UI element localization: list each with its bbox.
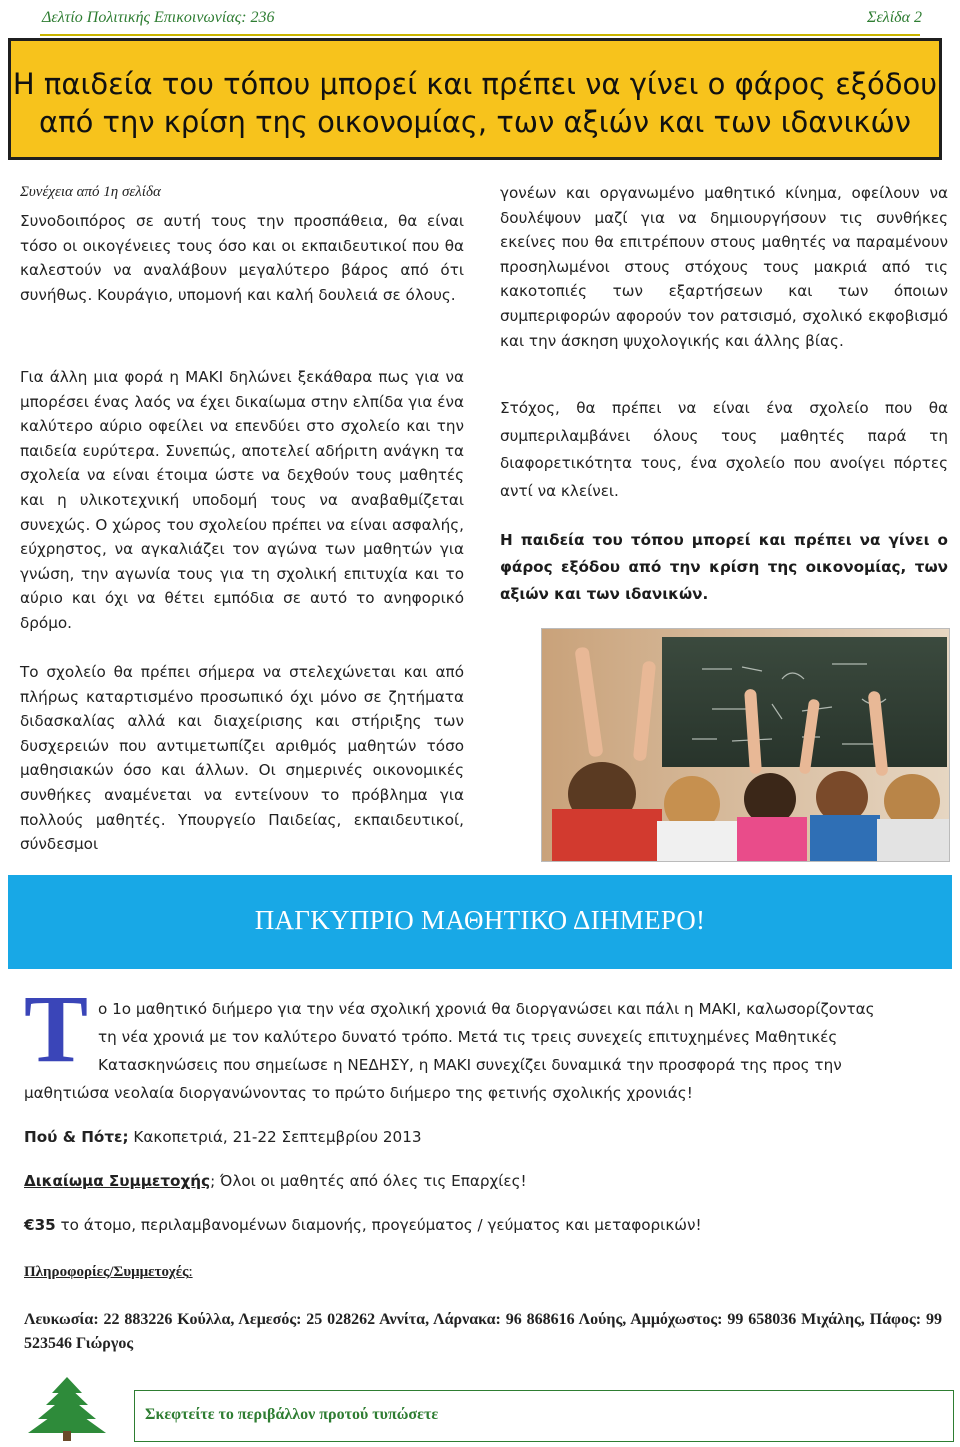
article-title	[11, 65, 939, 141]
page-number: Σελίδα 2	[866, 9, 922, 26]
continued-note: Συνέχεια από 1η σελίδα	[20, 184, 161, 200]
event-lead-line-3: Κατασκηνώσεις που σημείωσε η ΝΕΔΗΣΥ, η ΜΑΚΙ συνεχίζει δυναμικά την προσφορά της προς την	[98, 1056, 842, 1074]
event-cost	[24, 1216, 702, 1234]
event-eligibility-value: ; Όλοι οι μαθητές από όλες τις Επαρχίες!	[210, 1172, 527, 1190]
event-eligibility	[24, 1172, 527, 1190]
contacts-heading	[24, 1264, 193, 1281]
event-when-value: Κακοπετριά, 21-22 Σεπτεμβρίου 2013	[128, 1128, 422, 1146]
event-eligibility-label: Δικαίωμα Συμμετοχής	[24, 1172, 211, 1190]
paragraph-3-text: Το σχολείο θα πρέπει σήμερα να στελεχώνεται και από πλήρως καταρτισμένο προσωπικό όχι μόνο σε ζητήματα διδασκαλίας αλλά και διαχείρισης και στήριξης των δυσχερειών που αντιμετωπίζει αριθμός μαθητών τόσο μαθησιακών όσο και άλλων. Οι σημερινές οικονομικές συνθήκες αναμένεται να εντείνουν το πρόβλημα για πολλούς μαθητές. Υπουργείο Παιδείας, εκπαιδευτικοί, σύνδεσμοι	[20, 663, 464, 854]
contacts-heading-colon: :	[188, 1264, 193, 1280]
paragraph-5-text: Στόχος, θα πρέπει να είναι ένα σχολείο που θα συμπεριλαμβάνει όλους τους μαθητές παρά τη διαφορετικότητα τους, ένα σχολείο που ανοίγει πόρτες αντί να κλείνει.	[500, 399, 948, 500]
paragraph-5	[500, 395, 948, 505]
paragraph-6-text: Η παιδεία του τόπου μπορεί και πρέπει να γίνει ο φάρος εξόδου από την κρίση της οικονομίας, των αξιών και των ιδανικών.	[500, 531, 948, 603]
newsletter-issue: Δελτίο Πολιτικής Επικοινωνίας: 236	[42, 9, 275, 26]
paragraph-6-highlight	[500, 527, 948, 608]
contacts-heading-text: Πληροφορίες/Συμμετοχές	[24, 1264, 189, 1280]
event-lead-line-1: ο 1ο μαθητικό διήμερο για την νέα σχολική χρονιά θα διοργανώσει και πάλι η ΜΑΚΙ, καλωσορίζοντας	[98, 1000, 875, 1018]
event-cost-value: το άτομο, περιλαμβανομένων διαμονής, προγεύματος / γεύματος και μεταφορικών!	[55, 1216, 702, 1234]
event-banner-title: ΠΑΓΚΥΠΡΙΟ ΜΑΘΗΤΙΚΟ ΔΙΗΜΕΡΟ!	[254, 905, 706, 935]
event-when-where	[24, 1128, 422, 1146]
classroom-photo	[541, 628, 950, 862]
pine-tree-icon	[22, 1375, 112, 1443]
paragraph-1	[20, 209, 464, 307]
classroom-photo-illustration	[542, 629, 949, 861]
event-when-label: Πού & Πότε;	[24, 1128, 129, 1146]
event-lead-paragraph	[24, 995, 942, 1107]
event-banner	[8, 875, 952, 969]
paragraph-3	[20, 660, 464, 857]
article-title-line-1: Η παιδεία του τόπου μπορεί και πρέπει να γίνει ο φάρος εξόδου	[12, 67, 938, 101]
article-title-box	[8, 38, 942, 160]
event-lead-line-2: τη νέα χρονιά με τον καλύτερο δυνατό τρόπο. Μετά τις τρεις συνεχείς επιτυχημένες Μαθητικές	[98, 1028, 838, 1046]
paragraph-4	[500, 181, 948, 353]
event-cost-label: €35	[24, 1216, 56, 1234]
event-lead-line-4: μαθητιώσα νεολαία διοργανώνοντας το πρώτο διήμερο της φετινής σχολικής χρονιάς!	[24, 1084, 693, 1102]
header-divider	[40, 34, 920, 36]
footer-notice	[134, 1390, 954, 1442]
footer-notice-text: Σκεφτείτε το περιβάλλον προτού τυπώσετε	[145, 1406, 439, 1423]
paragraph-2	[20, 365, 464, 636]
paragraph-4-text: γονέων και οργανωμένο μαθητικό κίνημα, οφείλουν να δουλέψουν μαζί για να δημιουργήσουν τις συνθήκες εκείνες που θα επιτρέπουν στους μαθητές να παραμένουν προσηλωμένοι στους στόχους τους μακριά από τις κακοτοπιές των εξαρτήσεων και των όποιων συμπεριφορών αφορούν τον ρατσισμό, σχολικό εκφοβισμό και την άσκηση ψυχολογικής και άλλης βίας.	[500, 184, 948, 350]
article-title-line-2: από την κρίση της οικονομίας, των αξιών και των ιδανικών	[39, 105, 911, 139]
paragraph-1-text: Συνοδοιπόρος σε αυτή τους την προσπάθεια, θα είναι τόσο οι οικογένειες τους όσο και οι εκπαιδευτικοί που θα καλεστούν να αναλάβουν μεγαλύτερο βάρος από ότι συνήθως. Κουράγιο, υπομονή και καλή δουλειά σε όλους.	[20, 212, 464, 304]
contacts-list: Λευκωσία: 22 883226 Κούλλα, Λεμεσός: 25 028262 Αννίτα, Λάρνακα: 96 868616 Λούης, Αμμόχωστος: 99 658036 Μιχάλης, Πάφος: 99 523546 Γιώργος	[24, 1311, 942, 1352]
paragraph-2-text: Για άλλη μια φορά η ΜΑΚΙ δηλώνει ξεκάθαρα πως για να μπορέσει ένας λαός να έχει δικαίωμα στην ελπίδα για ένα καλύτερο αύριο οφείλει να επενδύει στο σχολείο και την παιδεία ευρύτερα. Συνεπώς, αποτελεί αδήριτη ανάγκη τα σχολεία να είναι έτοιμα ώστε να δεχθούν τους μαθητές και η υλικοτεχνική υποδομή τους να αναβαθμίζεται συνεχώς. Ο χώρος του σχολείου πρέπει να είναι ασφαλής, εύχρηστος, να αγκαλιάζει τον αγώνα των μαθητών για γνώση, την αγωνία τους για τη σχολική επιτυχία και το αύριο και όχι να θέτει εμπόδια σε αυτό το ανηφορικό δρόμο.	[20, 368, 464, 632]
dropcap-glyph: Τ	[23, 987, 89, 1067]
